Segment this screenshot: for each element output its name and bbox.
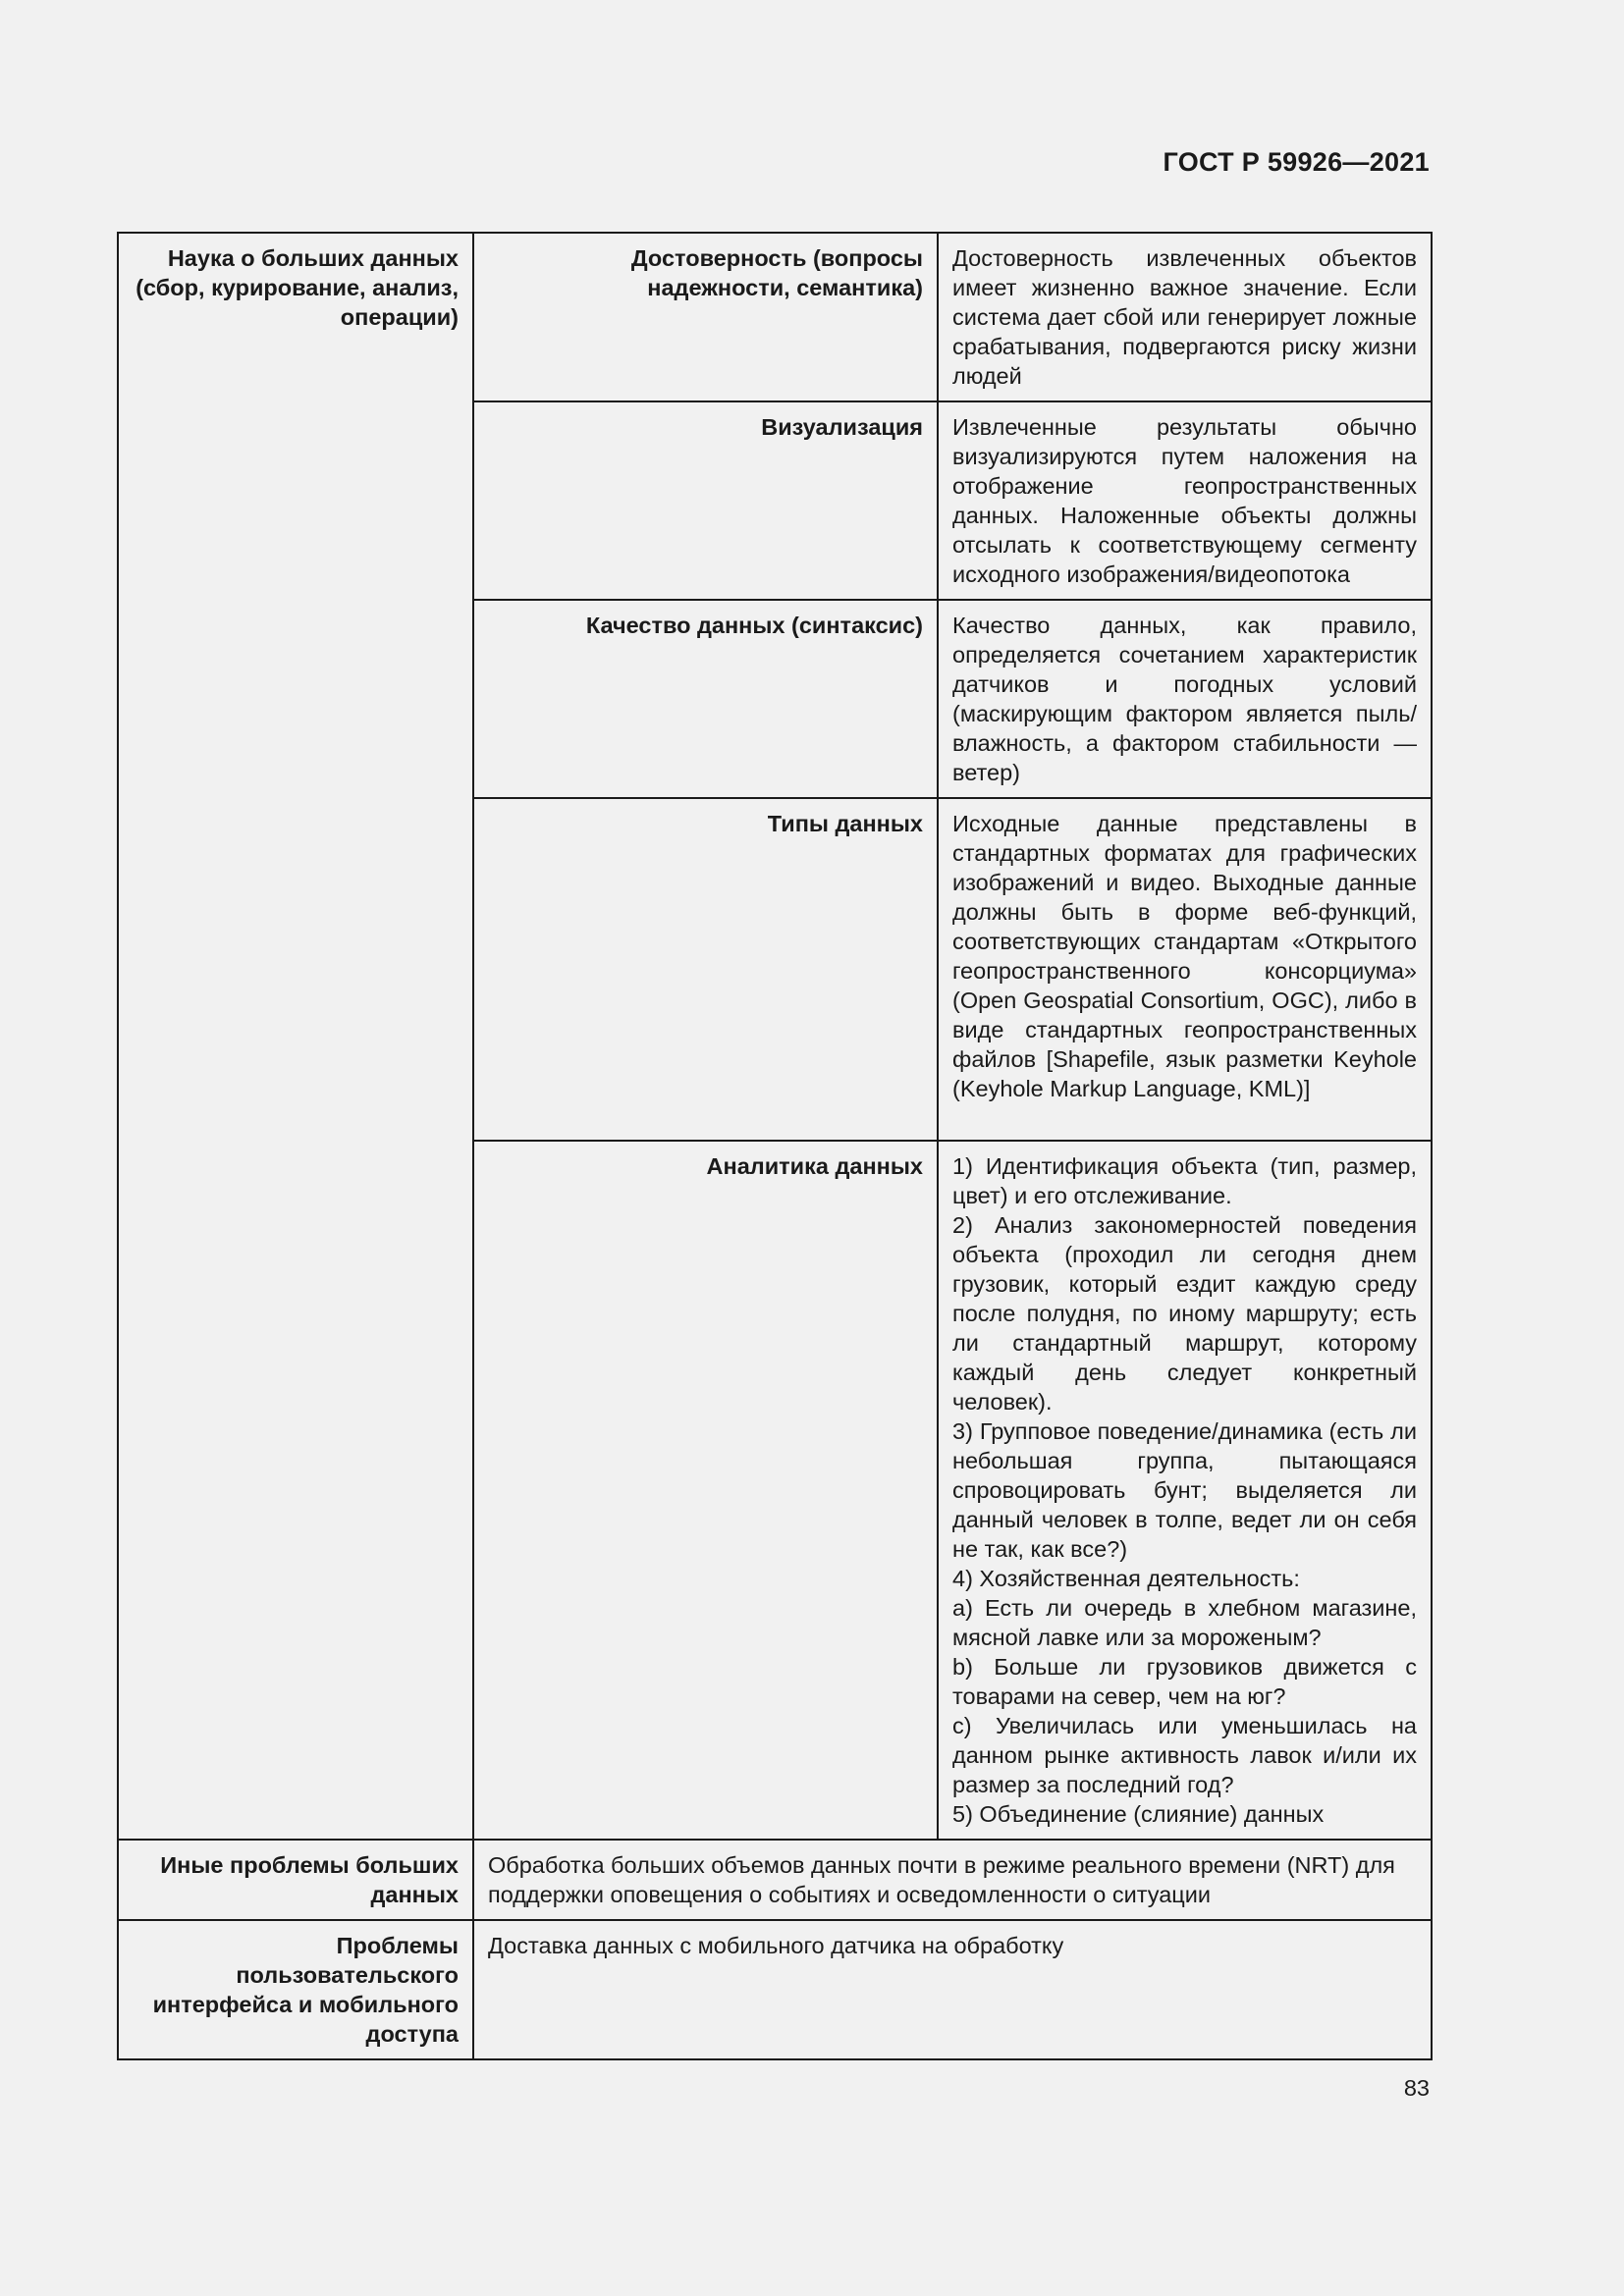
aspect-cell: Типы данных [473, 798, 938, 1141]
category-cell: Иные проблемы больших данных [118, 1840, 473, 1920]
table-row [118, 1920, 1432, 2059]
description-cell: Исходные данные представлены в стандартных форматах для графических изображений и видео. Выходные данные должны быть в форме веб-функций, соответствующих стандартам «Открытого геопространственного консорциума» (Open Geospatial Consortium, OGC), либо в виде стандартных геопространственных файлов [Shapefile, язык разметки Keyhole (Keyhole Markup Language, KML)] [938, 798, 1432, 1141]
description-cell [938, 1141, 1432, 1840]
aspect-cell: Аналитика данных [473, 1141, 938, 1840]
analytics-item: 3) Групповое поведение/динамика (есть ли небольшая группа, пытающаяся спровоцировать бунт; выделяется ли данный человек в толпе, ведет ли он себя не так, как все?) [952, 1418, 1417, 1562]
analytics-item: 5) Объединение (слияние) данных [952, 1801, 1325, 1827]
requirements-table [117, 232, 1433, 2060]
analytics-item: c) Увеличилась или уменьшилась на данном рынке активность лавок и/или их размер за последний год? [952, 1713, 1417, 1797]
description-cell: Обработка больших объемов данных почти в режиме реального времени (NRT) для поддержки оповещения о событиях и осведомленности о ситуации [473, 1840, 1432, 1920]
aspect-cell: Визуализация [473, 401, 938, 600]
analytics-item: 2) Анализ закономерностей поведения объекта (проходил ли сегодня днем грузовик, который ездит каждую среду после полудня, по иному маршруту; есть ли стандартный маршрут, которому каждый день следует конкретный человек). [952, 1212, 1417, 1415]
aspect-cell: Достоверность (вопросы надежности, семантика) [473, 233, 938, 401]
table-row [118, 1840, 1432, 1920]
analytics-item: 4) Хозяйственная деятельность: [952, 1566, 1300, 1591]
analytics-item: a) Есть ли очередь в хлебном магазине, мясной лавке или за мороженым? [952, 1595, 1417, 1650]
description-cell: Извлеченные результаты обычно визуализируются путем наложения на отображение геопространственных данных. Наложенные объекты должны отсылать к соответствующему сегменту исходного изображения/видеопотока [938, 401, 1432, 600]
description-cell: Достоверность извлеченных объектов имеет жизненно важное значение. Если система дает сбой или генерирует ложные срабатывания, подвергаются риску жизни людей [938, 233, 1432, 401]
aspect-cell: Качество данных (синтаксис) [473, 600, 938, 798]
analytics-item: 1) Идентификация объекта (тип, размер, цвет) и его отслеживание. [952, 1153, 1417, 1208]
document-standard-header: ГОСТ Р 59926—2021 [1163, 147, 1430, 177]
table-row [118, 233, 1432, 401]
category-cell: Наука о больших данных (сбор, курирование, анализ, операции) [118, 233, 473, 1840]
description-cell: Качество данных, как правило, определяется сочетанием характеристик датчиков и погодных условий (маскирующим фактором является пыль/влажность, а фактором стабильности — ветер) [938, 600, 1432, 798]
description-cell: Доставка данных с мобильного датчика на обработку [473, 1920, 1432, 2059]
category-cell: Проблемы пользовательского интерфейса и мобильного доступа [118, 1920, 473, 2059]
page-number: 83 [1403, 2075, 1430, 2101]
analytics-item: b) Больше ли грузовиков движется с товарами на север, чем на юг? [952, 1654, 1417, 1709]
